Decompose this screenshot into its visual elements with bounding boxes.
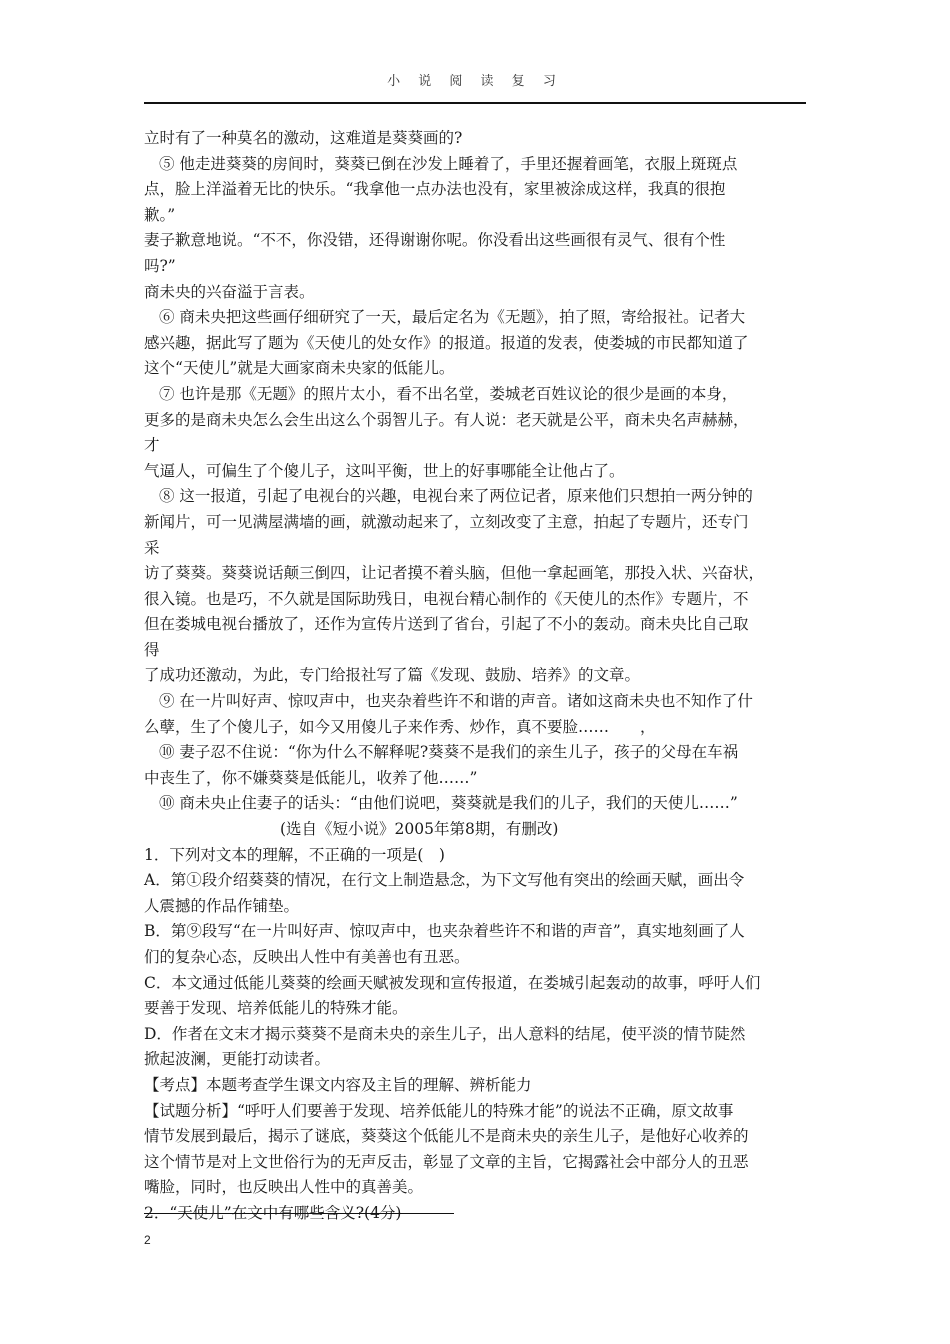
page-number: 2 [144, 1233, 151, 1247]
text-line: 掀起波澜，更能打动读者。 [144, 1050, 331, 1069]
text-line: ⑩ 妻子忍不住说：“你为什么不解释呢?葵葵不是我们的亲生儿子，孩子的父母在车祸 [159, 743, 739, 762]
text-line: 中丧生了，你不嫌葵葵是低能儿，收养了他……” [144, 768, 478, 787]
text-line: 商未央的兴奋溢于言表。 [144, 282, 315, 301]
document-body [144, 126, 808, 1227]
text-line: 么孽，生了个傻儿子，如今又用傻儿子来作秀、炒作，真不要脸…… ， [144, 717, 656, 736]
text-line: 这个“天使儿”就是大画家商未央家的低能儿。 [144, 359, 455, 378]
text-line: 访了葵葵。葵葵说话颠三倒四，让记者摸不着头脑，但他一拿起画笔，那投入状、兴奋状， [144, 564, 765, 583]
text-line: 2．“天使儿”在文中有哪些含义?(4分) [144, 1203, 402, 1222]
text-line: C．本文通过低能儿葵葵的绘画天赋被发现和宣传报道，在娄城引起轰动的故事，呼吁人们 [144, 973, 761, 992]
text-line: 妻子歉意地说。“不不，你没错，还得谢谢你呢。你没看出这些画很有灵气、很有个性 [144, 231, 726, 250]
text-line: 新闻片，可一见满屋满墙的画，就激动起来了，立刻改变了主意，拍起了专题片，还专门 [144, 512, 749, 531]
text-line: 更多的是商未央怎么会生出这么个弱智儿子。有人说：老天就是公平，商未央名声赫赫， [144, 410, 749, 429]
text-line: 点，脸上洋溢着无比的快乐。“我拿他一点办法也没有，家里被涂成这样，我真的很抱 [144, 180, 726, 199]
text-line: 吗?” [144, 256, 176, 275]
text-line: 很入镜。也是巧，不久就是国际助残日，电视台精心制作的《天使儿的杰作》专题片，不 [144, 589, 749, 608]
header-rule [144, 102, 806, 104]
text-line: 气逼人，可偏生了个傻儿子，这叫平衡，世上的好事哪能全让他占了。 [144, 461, 625, 480]
text-line: A．第①段介绍葵葵的情况，在行文上制造悬念，为下文写他有突出的绘画天赋，画出令 [144, 871, 745, 890]
text-line: 这个情节是对上文世俗行为的无声反击，彰显了文章的主旨，它揭露社会中部分人的丑恶 [144, 1152, 749, 1171]
text-line: ⑤ 他走进葵葵的房间时，葵葵已倒在沙发上睡着了，手里还握着画笔，衣服上斑斑点 [159, 154, 738, 173]
text-line: 【试题分析】“呼吁人们要善于发现、培养低能儿的特殊才能”的说法不正确，原文故事 [144, 1101, 734, 1120]
text-line: ⑨ 在一片叫好声、惊叹声中，也夹杂着些许不和谐的声音。诸如这商未央也不知作了什 [159, 692, 753, 711]
text-line: 了成功还激动，为此，专门给报社写了篇《发现、鼓励、培养》的文章。 [144, 666, 641, 685]
text-line: ⑥ 商未央把这些画仔细研究了一天，最后定名为《无题》，拍了照，寄给报社。记者大 [159, 308, 746, 327]
text-line: 情节发展到最后，揭示了谜底，葵葵这个低能儿不是商未央的亲生儿子，是他好心收养的 [144, 1127, 749, 1146]
text-line: B．第⑨段写“在一片叫好声、惊叹声中，也夹杂着些许不和谐的声音”，真实地刻画了人 [144, 922, 745, 941]
running-header: 小 说 阅 读 复 习 [387, 74, 563, 89]
text-line: 人震撼的作品作铺垫。 [144, 896, 300, 915]
text-line: 采 [144, 538, 160, 557]
text-line: 才 [144, 436, 160, 455]
text-line: ⑧ 这一报道，引起了电视台的兴趣，电视台来了两位记者，原来他们只想拍一两分钟的 [159, 487, 753, 506]
text-line: 【考点】本题考查学生课文内容及主旨的理解、辨析能力 [144, 1075, 532, 1094]
text-line: 嘴脸，同时，也反映出人性中的真善美。 [144, 1178, 424, 1197]
text-line: 得 [144, 640, 160, 659]
text-line: D．作者在文末才揭示葵葵不是商未央的亲生儿子，出人意料的结尾，使平淡的情节陡然 [144, 1024, 746, 1043]
text-line: 们的复杂心态，反映出人性中有美善也有丑恶。 [144, 948, 470, 966]
text-line: ⑩ 商未央止住妻子的话头：“由他们说吧，葵葵就是我们的儿子，我们的天使儿……” [159, 794, 738, 813]
text-line: 感兴趣，据此写了题为《天使儿的处女作》的报道。报道的发表，使娄城的市民都知道了 [144, 333, 749, 352]
text-line: 但在娄城电视台播放了，还作为宣传片送到了省台，引起了不小的轰动。商未央比自己取 [144, 615, 749, 634]
text-line: 1．下列对文本的理解，不正确的一项是( ) [144, 845, 445, 864]
footnote-rule [144, 1213, 454, 1214]
text-line: ⑦ 也许是那《无题》的照片太小，看不出名堂，娄城老百姓议论的很少是画的本身， [159, 384, 738, 403]
text-line: 立时有了一种莫名的激动，这难道是葵葵画的? [144, 129, 463, 147]
text-line: 歉。” [144, 205, 176, 224]
text-line: 要善于发现、培养低能儿的特殊才能。 [144, 999, 408, 1018]
text-line: (选自《短小说》2005年第8期，有删改) [280, 820, 559, 839]
